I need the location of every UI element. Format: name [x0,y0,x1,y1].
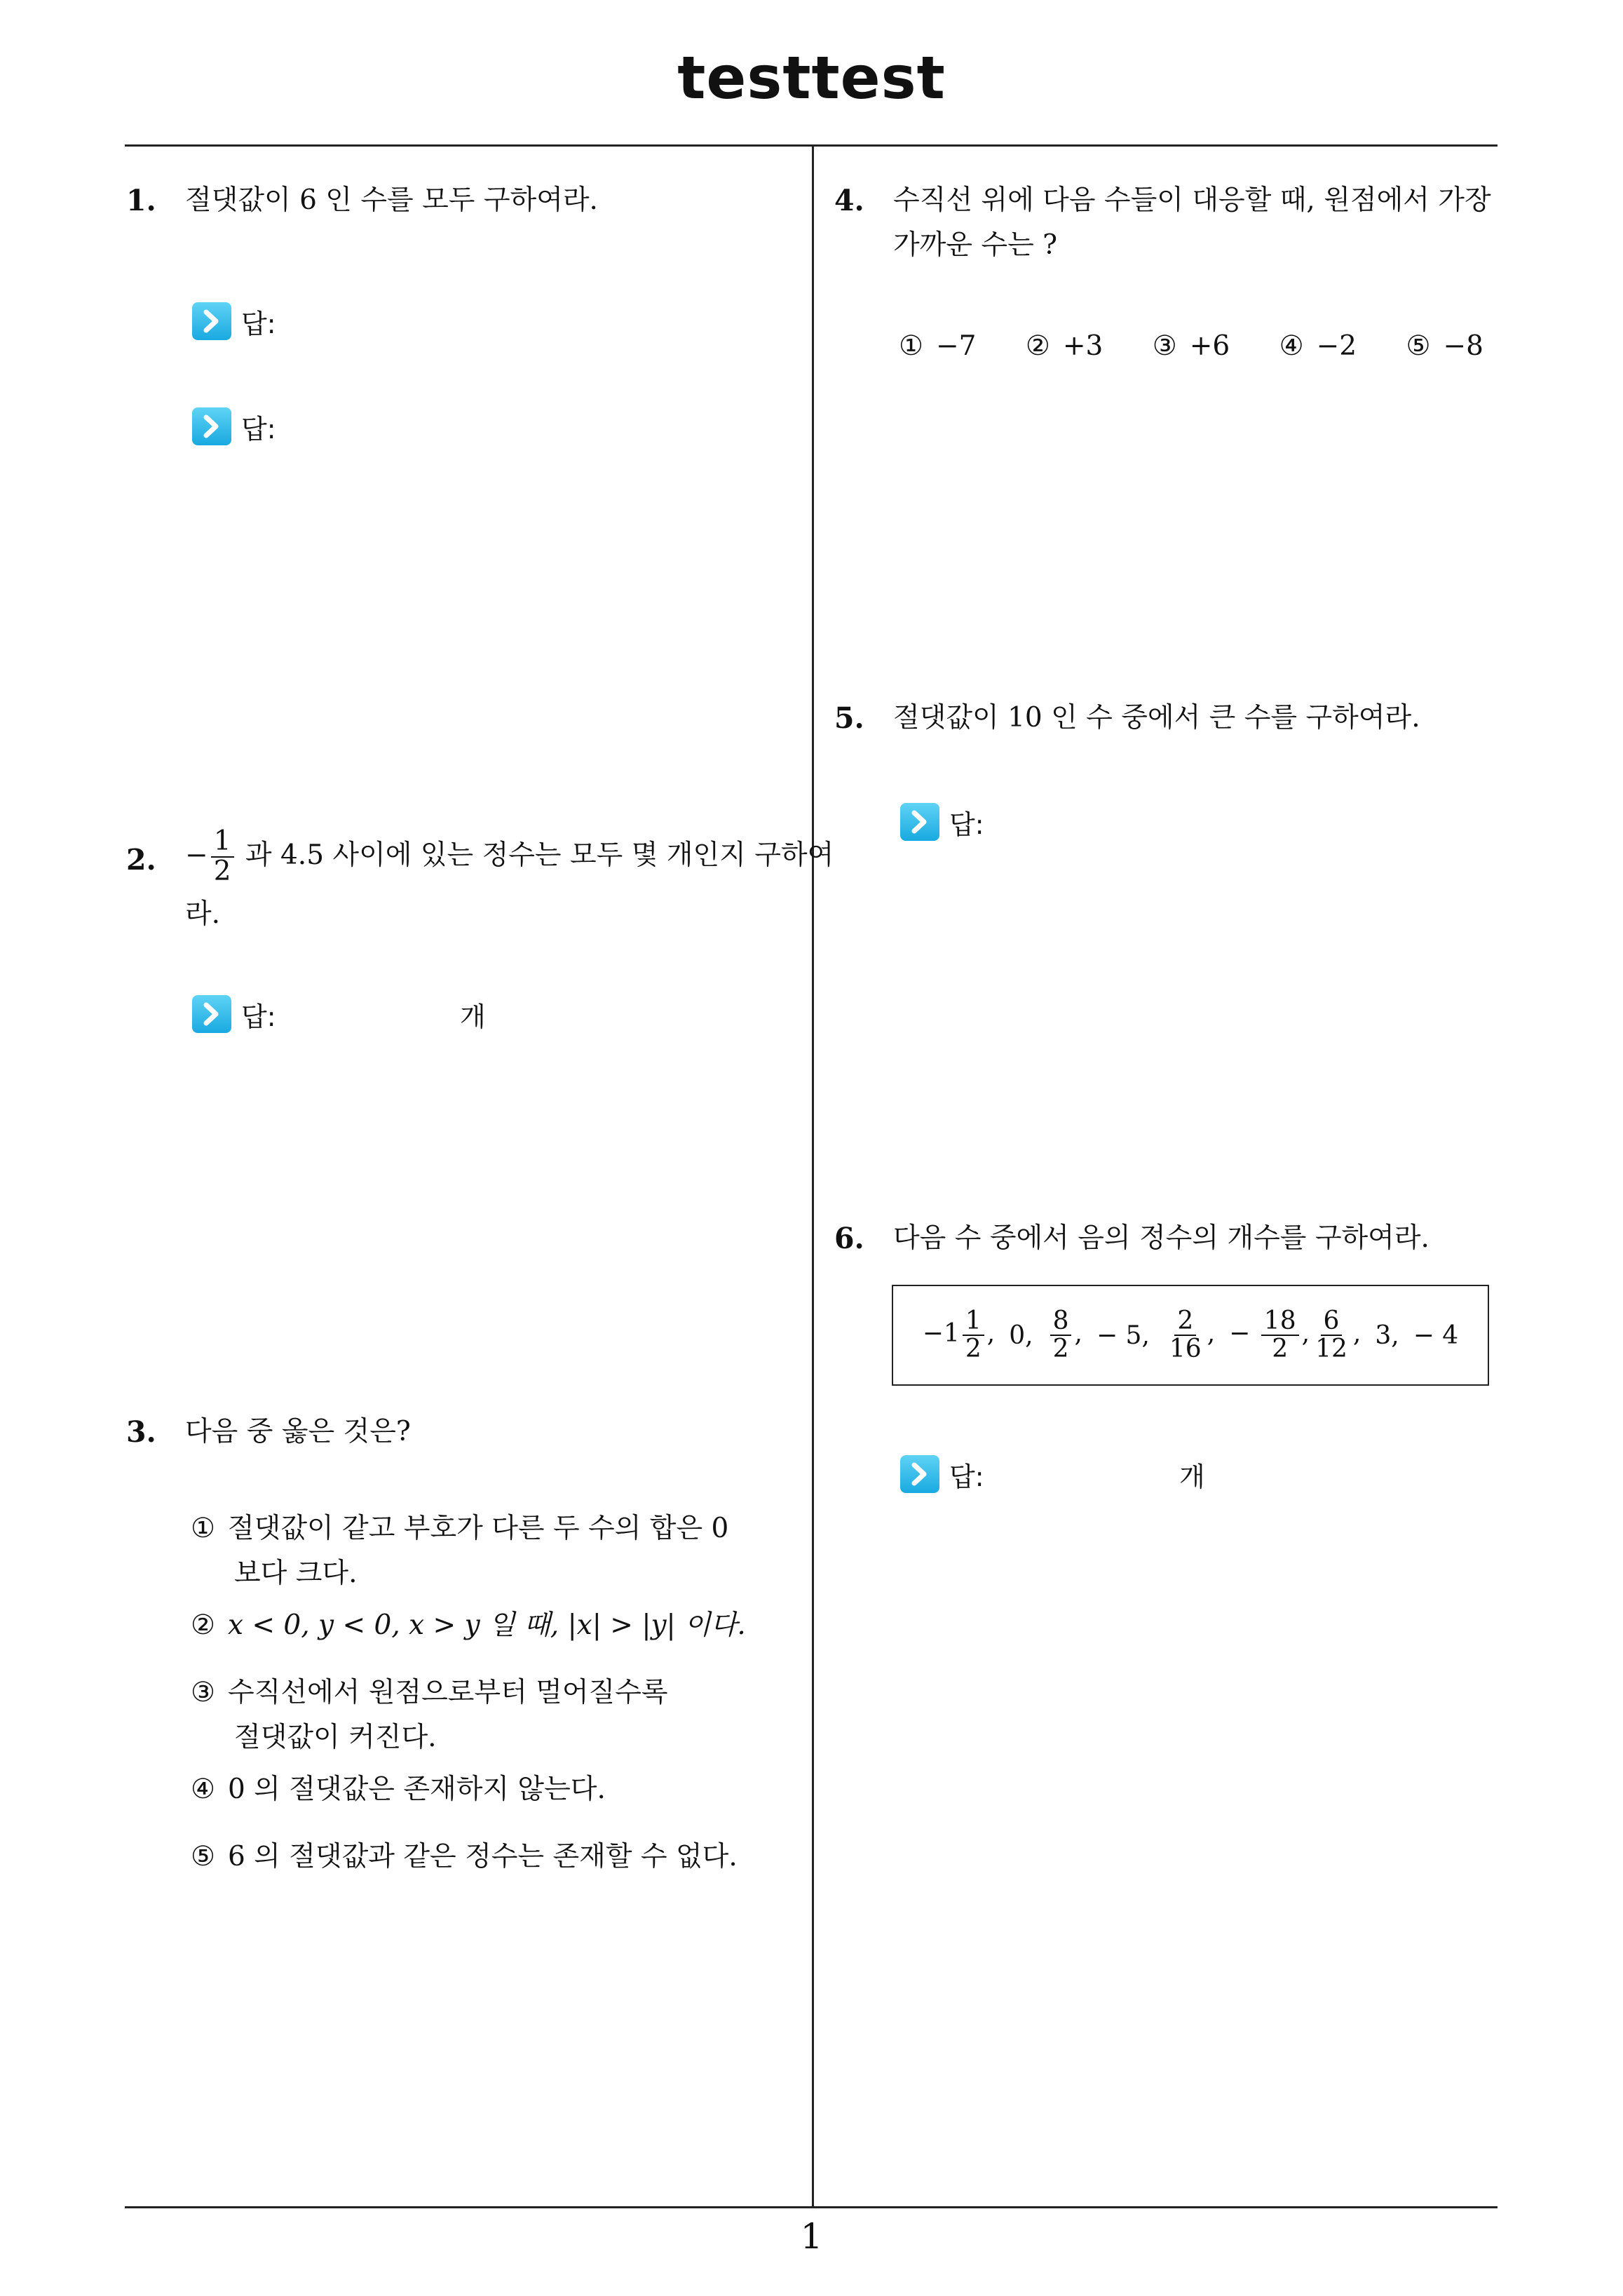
question-5 [834,696,1507,745]
option-1[interactable]: ① −7 [899,330,977,362]
question-2 [126,825,834,940]
chevron-right-icon [192,302,231,340]
number-c: $\frac{8}{2}$ , [1047,1308,1082,1363]
question-3 [126,1410,799,1459]
question-text: 절댓값이 10 인 수 중에서 큰 수를 구하여라. [893,702,1420,734]
question-text: 다음 중 옳은 것은? [185,1416,411,1447]
fraction: $\frac{1}{2}$ [211,828,234,886]
option-2[interactable]: ② +3 [1025,330,1103,362]
chevron-right-icon [900,803,939,841]
chevron-right-icon [192,407,231,445]
answer-field-5[interactable] [900,802,984,842]
answer-label: 답: [241,308,276,339]
option-4[interactable]: ④ −2 [1279,330,1357,362]
question-1 [126,178,799,227]
question-4 [834,178,1507,276]
question-number: 6. [834,1222,864,1255]
question-number: 4. [834,184,864,217]
number-b: 0, [1009,1321,1033,1350]
answer-field-2[interactable] [192,994,486,1034]
number-d: − 5, [1096,1321,1150,1350]
question-6 [834,1216,1507,1265]
number-i: − 4 [1413,1321,1459,1350]
number-e: $\frac{2}{16}$ , [1169,1306,1216,1363]
answer-unit: 개 [460,1001,486,1032]
question-text: 다음 수 중에서 음의 정수의 개수를 구하여라. [893,1222,1430,1254]
question-text: 과 4.5 사이에 있는 정수는 모두 몇 개인지 구하여 [245,839,834,871]
answer-field-6[interactable] [900,1454,1205,1494]
question-text: 수직선 위에 다음 수들이 대응할 때, 원점에서 가장 [893,184,1491,216]
answer-field-1a[interactable] [192,302,276,341]
question-text: 절댓값이 6 인 수를 모두 구하여라. [185,184,598,216]
option-4[interactable]: ④ 0 의 절댓값은 존재하지 않는다. [191,1774,606,1805]
number-h: 3, [1375,1321,1399,1350]
question-number: 1. [126,184,156,217]
question-number: 2. [126,843,156,877]
option-3[interactable]: ③ 수직선에서 원점으로부터 멀어질수록 절댓값이 커진다. [191,1677,668,1753]
chevron-right-icon [192,995,231,1033]
question-text-cont: 라. [185,898,221,930]
page-number: 1 [800,2216,823,2257]
minus-sign: − [185,839,208,871]
option-1[interactable]: ① 절댓값이 같고 부호가 다른 두 수의 합은 0 보다 크다. [191,1513,729,1589]
question-number: 5. [834,701,864,735]
answer-label: 답: [949,1461,984,1492]
number-a: −1 $\frac{1}{2}$ , [922,1306,996,1363]
header-rule [125,144,1498,147]
option-5[interactable]: ⑤ 6 의 절댓값과 같은 정수는 존재할 수 없다. [191,1841,738,1872]
answer-unit: 개 [1179,1461,1205,1492]
answer-field-1b[interactable] [192,407,276,446]
option-5[interactable]: ⑤ −8 [1406,330,1483,362]
options-row [899,324,1483,369]
column-divider [812,144,814,2208]
chevron-right-icon [900,1455,939,1493]
number-f: − $\frac{18}{2}$ , $\frac{6}{12}$ , [1229,1306,1361,1363]
answer-label: 답: [241,413,276,445]
question-text-cont: 가까운 수는 ? [893,229,1058,261]
page-title: testtest [677,43,946,112]
answer-label: 답: [241,1001,276,1032]
number-list-box [892,1285,1489,1386]
question-number: 3. [126,1415,156,1449]
option-2[interactable]: ② x < 0, y < 0, x > y 일 때, |x| > |y| 이다. [191,1609,746,1641]
footer-rule [125,2206,1498,2208]
option-3[interactable]: ③ +6 [1152,330,1230,362]
answer-label: 답: [949,809,984,840]
